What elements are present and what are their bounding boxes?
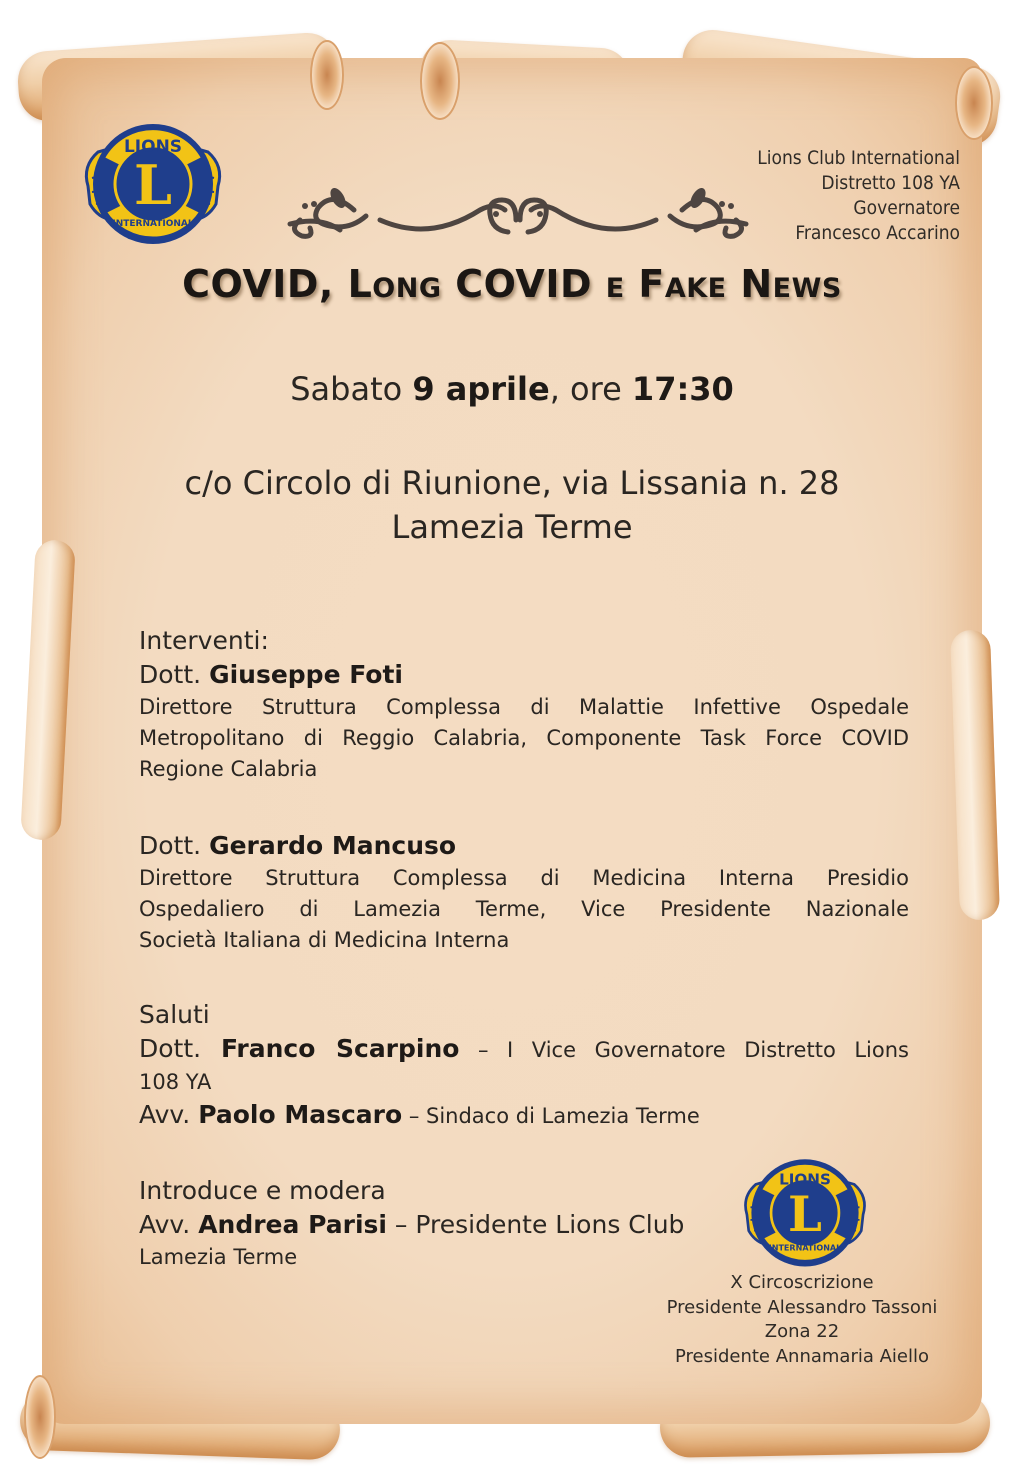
scroll-curl-icon [310, 40, 344, 110]
speaker-description: Direttore Struttura Complessa di Medicina Interna Presidio [139, 866, 909, 890]
speaker-name: Gerardo Mancuso [209, 831, 457, 860]
scroll-curl-icon [24, 1375, 56, 1459]
speaker-name: Giuseppe Foti [209, 660, 403, 689]
circoscrizione-president: Presidente Alessandro Tassoni [666, 1296, 938, 1318]
greeting-line [139, 1032, 909, 1067]
circoscrizione-name: X Circoscrizione [730, 1272, 874, 1293]
svg-text:L: L [134, 153, 172, 217]
speaker-description: Regione Calabria [139, 757, 318, 781]
greeter-role: – Sindaco di Lamezia Terme [402, 1104, 700, 1128]
circoscrizione-block [640, 1271, 964, 1369]
event-title: COVID, Long COVID e Fake News [182, 262, 842, 306]
speaker-description: Società Italiana di Medicina Interna [139, 928, 510, 952]
scroll-curl-icon [955, 66, 993, 140]
speaker-description: Direttore Struttura Complessa di Malattie Infettive Ospedale [139, 695, 909, 719]
event-city: Lamezia Terme [391, 508, 633, 546]
speaker-block [139, 829, 909, 956]
greeter-name: Paolo Mascaro [198, 1100, 403, 1129]
scroll-curl-icon [420, 42, 460, 120]
ornamental-divider-icon [280, 180, 756, 244]
moderator-label: Introduce e modera [139, 1176, 386, 1205]
speaker-title: Dott. [139, 831, 202, 860]
svg-text:INTERNATIONAL: INTERNATIONAL [112, 219, 194, 229]
zone-president: Presidente Annamaria Aiello [674, 1345, 930, 1367]
greeter-title: Dott. [139, 1034, 202, 1063]
district-name: Distretto 108 YA [821, 172, 960, 194]
greetings-section [139, 998, 909, 1133]
greeting-line [139, 1098, 909, 1133]
interventi-label: Interventi: [139, 626, 269, 655]
date-prefix: Sabato [290, 370, 413, 408]
moderator-line [139, 1208, 699, 1242]
greeter-title: Avv. [139, 1100, 191, 1129]
organization-name: Lions Club International [757, 147, 960, 169]
lions-logo-icon [738, 1145, 872, 1279]
governor-name: Francesco Accarino [795, 222, 960, 244]
district-governor-block [757, 146, 960, 246]
speaker-title: Dott. [139, 660, 202, 689]
speaker-description: Ospedaliero di Lamezia Terme, Vice Presidente Nazionale [139, 897, 909, 921]
greeter-role-continued: 108 YA [139, 1070, 212, 1094]
greeter-name: Franco Scarpino [220, 1034, 460, 1063]
svg-text:INTERNATIONAL: INTERNATIONAL [768, 1243, 842, 1253]
event-address: c/o Circolo di Riunione, via Lissania n. 28 [184, 464, 840, 502]
saluti-label: Saluti [139, 1000, 210, 1029]
speaker-name-line [139, 658, 909, 692]
greeter-role: – I Vice Governatore Distretto Lions [459, 1038, 909, 1062]
speakers-section [139, 624, 909, 785]
moderator-section [139, 1174, 699, 1273]
lions-logo-icon [78, 108, 228, 258]
time-prefix: , ore [549, 370, 632, 408]
speaker-name-line [139, 829, 909, 863]
moderator-role: – Presidente Lions Club [386, 1210, 685, 1239]
svg-text:L: L [788, 1186, 822, 1243]
zone-name: Zona 22 [764, 1321, 840, 1342]
svg-text:LIONS: LIONS [779, 1170, 831, 1189]
moderator-role-continued: Lamezia Terme [139, 1245, 298, 1269]
svg-text:LIONS: LIONS [123, 137, 183, 157]
event-date-time [0, 370, 1024, 408]
moderator-name: Andrea Parisi [198, 1210, 387, 1239]
event-date: 9 aprile [412, 370, 550, 408]
governor-role: Governatore [853, 197, 960, 219]
speaker-description: Metropolitano di Reggio Calabria, Componente Task Force COVID [139, 726, 909, 750]
moderator-title: Avv. [139, 1210, 191, 1239]
event-time: 17:30 [631, 370, 734, 408]
